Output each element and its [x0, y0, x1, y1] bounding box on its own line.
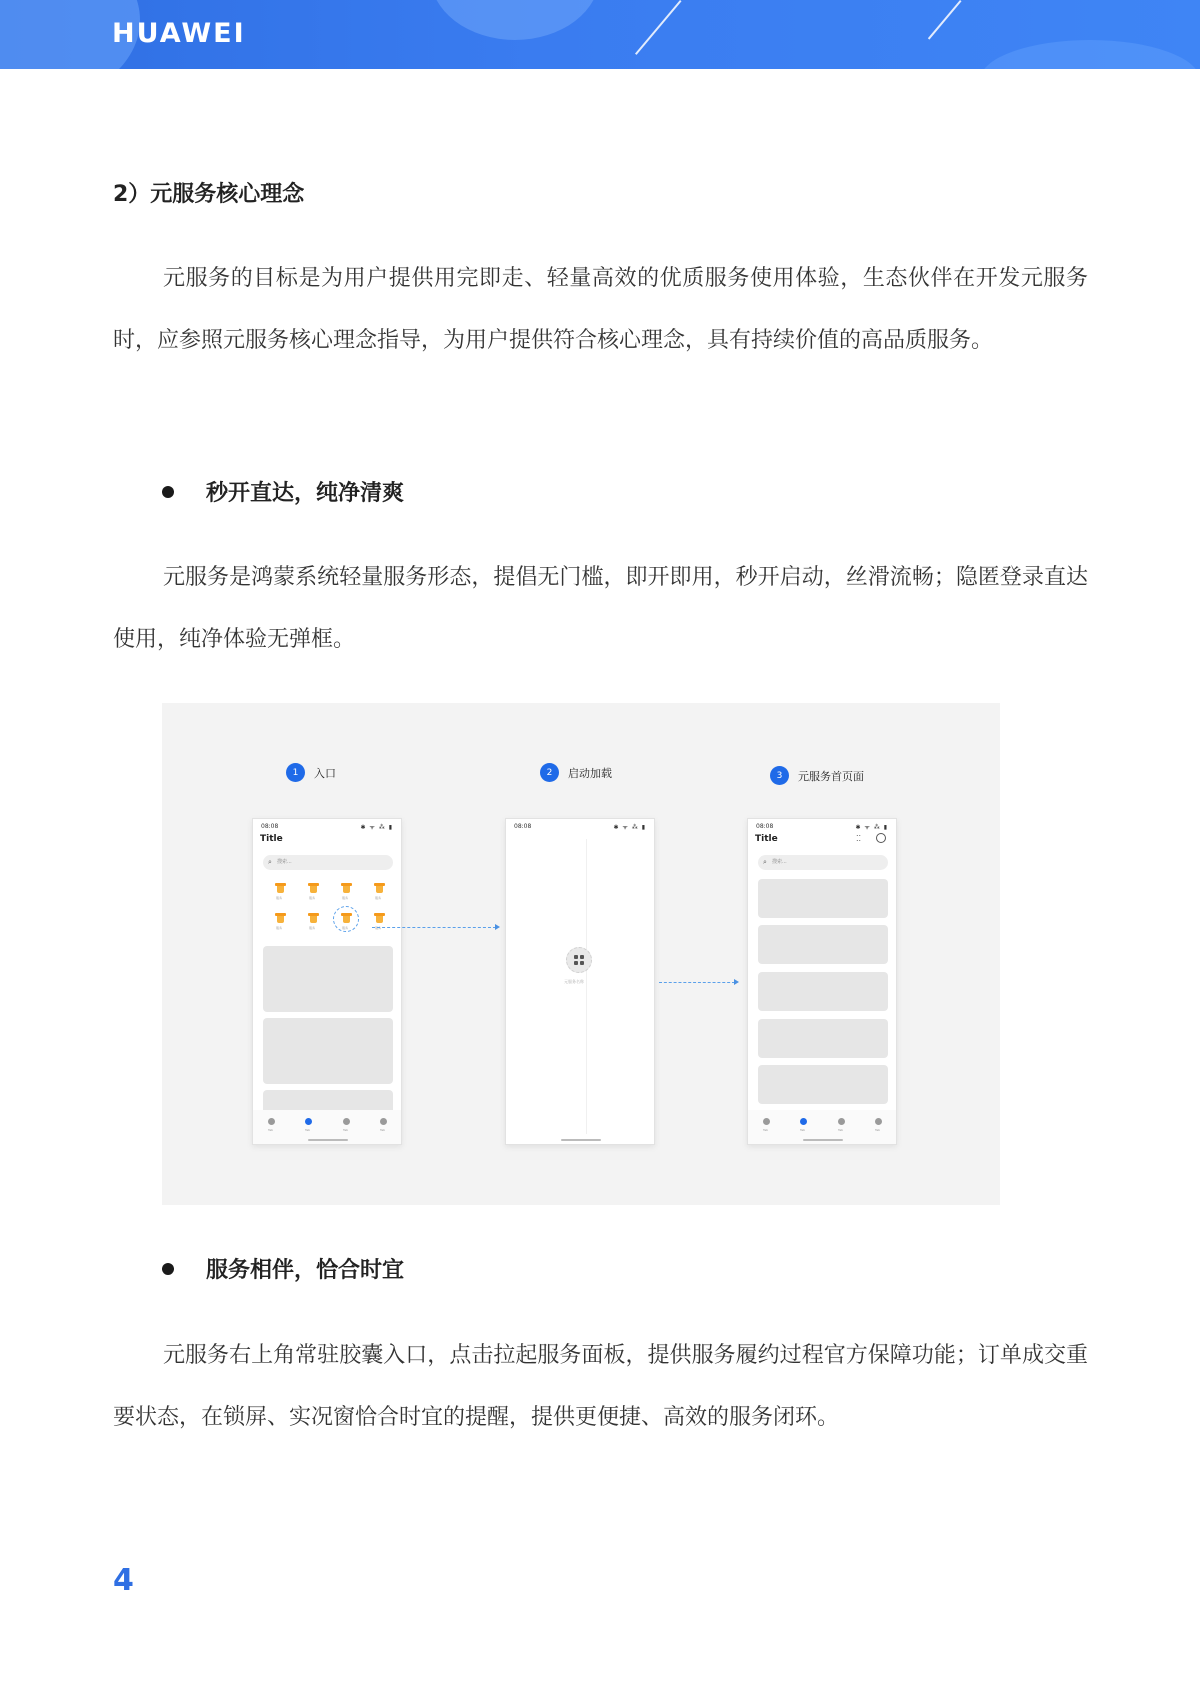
- app-label: 服务: [375, 896, 382, 900]
- status-icons: ✱ ᯤ ⁂ ▮: [855, 824, 888, 831]
- tab-icon: [343, 1118, 350, 1125]
- tab-icon: [838, 1118, 845, 1125]
- cup-app-icon[interactable]: [374, 913, 385, 923]
- phone-home-screen: [747, 818, 897, 1145]
- bullet-label: 秒开直达，纯净清爽: [206, 481, 405, 506]
- app-loading-icon: [566, 947, 592, 973]
- app-label: 服务: [342, 896, 349, 900]
- more-dots-icon: ⁚⁚: [856, 834, 862, 843]
- screen-title: Title: [260, 834, 283, 844]
- app-label: 服务: [309, 926, 316, 930]
- header-decoration: [430, 0, 600, 40]
- phone-loading-screen: [505, 818, 655, 1145]
- phone-entry-screen: [252, 818, 402, 1145]
- tab-icon: [763, 1118, 770, 1125]
- bullet-heading: [162, 476, 404, 507]
- bullet-dot: [162, 486, 174, 498]
- step-text: 入口: [314, 766, 336, 780]
- arrow-head-icon: [495, 924, 500, 930]
- status-icons: ✱ ᯤ ⁂ ▮: [613, 824, 646, 831]
- content-card: [263, 946, 393, 1012]
- step-text: 元服务首页面: [798, 769, 864, 783]
- tab-label: Tab: [268, 1128, 274, 1132]
- cup-app-icon[interactable]: [275, 883, 286, 893]
- tab-label: Tab: [875, 1128, 881, 1132]
- home-indicator: [561, 1139, 601, 1141]
- divider: [586, 839, 587, 1134]
- content-card: [758, 879, 888, 918]
- bullet-heading: [162, 1253, 404, 1284]
- tab-icon: [380, 1118, 387, 1125]
- search-bar: [263, 855, 393, 870]
- status-time: 08:08: [756, 823, 774, 830]
- page-header: [0, 0, 1200, 69]
- content-card: [758, 1019, 888, 1058]
- huawei-logo: HUAWEI: [112, 18, 246, 49]
- section-heading: 2）元服务核心理念: [113, 182, 305, 207]
- home-indicator: [803, 1139, 843, 1141]
- flow-arrow: [659, 982, 735, 983]
- status-time: 08:08: [514, 823, 532, 830]
- tab-label: Tab: [763, 1128, 769, 1132]
- app-label: 服务: [276, 926, 283, 930]
- cup-app-icon[interactable]: [374, 883, 385, 893]
- body-paragraph: 元服务右上角常驻胶囊入口，点击拉起服务面板，提供服务履约过程官方保障功能；订单成交重要状态，在锁屏、实况窗恰合时宜的提醒，提供更便捷、高效的服务闭环。: [113, 1343, 1088, 1430]
- step-label: [540, 763, 612, 782]
- arrow-head-icon: [734, 979, 739, 985]
- bullet-label: 服务相伴，恰合时宜: [206, 1258, 405, 1283]
- content-card: [758, 1065, 888, 1104]
- content-card: [758, 972, 888, 1011]
- search-icon: ⌕: [268, 858, 272, 866]
- header-decoration-line: [635, 0, 682, 55]
- app-label: 服务: [309, 896, 316, 900]
- flow-illustration: [162, 703, 1000, 1205]
- search-placeholder: 搜索...: [277, 859, 292, 865]
- tab-icon: [800, 1118, 807, 1125]
- body-paragraph: 元服务是鸿蒙系统轻量服务形态，提倡无门槛，即开即用，秒开启动，丝滑流畅；隐匿登录直达使用，纯净体验无弹框。: [113, 565, 1088, 652]
- cup-app-icon[interactable]: [308, 883, 319, 893]
- tab-label: Tab: [838, 1128, 844, 1132]
- search-placeholder: 搜索...: [772, 859, 787, 865]
- search-bar: [758, 855, 888, 870]
- app-label: 服务: [342, 926, 349, 930]
- selected-app-ring: [333, 906, 359, 932]
- search-icon: ⌕: [763, 858, 767, 866]
- step-number: 1: [286, 763, 305, 782]
- flow-arrow: [372, 927, 496, 928]
- bullet-dot: [162, 1263, 174, 1275]
- step-number: 3: [770, 766, 789, 785]
- step-label: [286, 763, 336, 782]
- cup-app-icon[interactable]: [275, 913, 286, 923]
- tab-label: Tab: [343, 1128, 349, 1132]
- home-indicator: [308, 1139, 348, 1141]
- tab-icon: [268, 1118, 275, 1125]
- header-decoration-line: [928, 0, 962, 40]
- tab-label: Tab: [800, 1128, 806, 1132]
- page-number: 4: [113, 1563, 134, 1598]
- app-label: 服务: [375, 926, 382, 930]
- tab-label: Tab: [380, 1128, 386, 1132]
- intro-paragraph: 元服务的目标是为用户提供用完即走、轻量高效的优质服务使用体验，生态伙伴在开发元服务时，应参照元服务核心理念指导，为用户提供符合核心理念，具有持续价值的高品质服务。: [113, 266, 1088, 353]
- step-number: 2: [540, 763, 559, 782]
- content-card: [758, 925, 888, 964]
- screen-title: Title: [755, 834, 778, 844]
- step-text: 启动加载: [568, 766, 612, 780]
- close-circle-icon: [876, 833, 886, 843]
- content-card: [263, 1018, 393, 1084]
- loading-caption: 元服务名称: [564, 979, 584, 984]
- tab-icon: [305, 1118, 312, 1125]
- cup-app-icon[interactable]: [341, 883, 352, 893]
- header-decoration: [980, 40, 1200, 69]
- cup-app-icon[interactable]: [308, 913, 319, 923]
- tab-bar: [748, 1110, 896, 1144]
- status-icons: ✱ ᯤ ⁂ ▮: [360, 824, 393, 831]
- tab-bar: [253, 1110, 401, 1144]
- tab-icon: [875, 1118, 882, 1125]
- status-time: 08:08: [261, 823, 279, 830]
- step-label: [770, 766, 864, 785]
- app-label: 服务: [276, 896, 283, 900]
- tab-label: Tab: [305, 1128, 311, 1132]
